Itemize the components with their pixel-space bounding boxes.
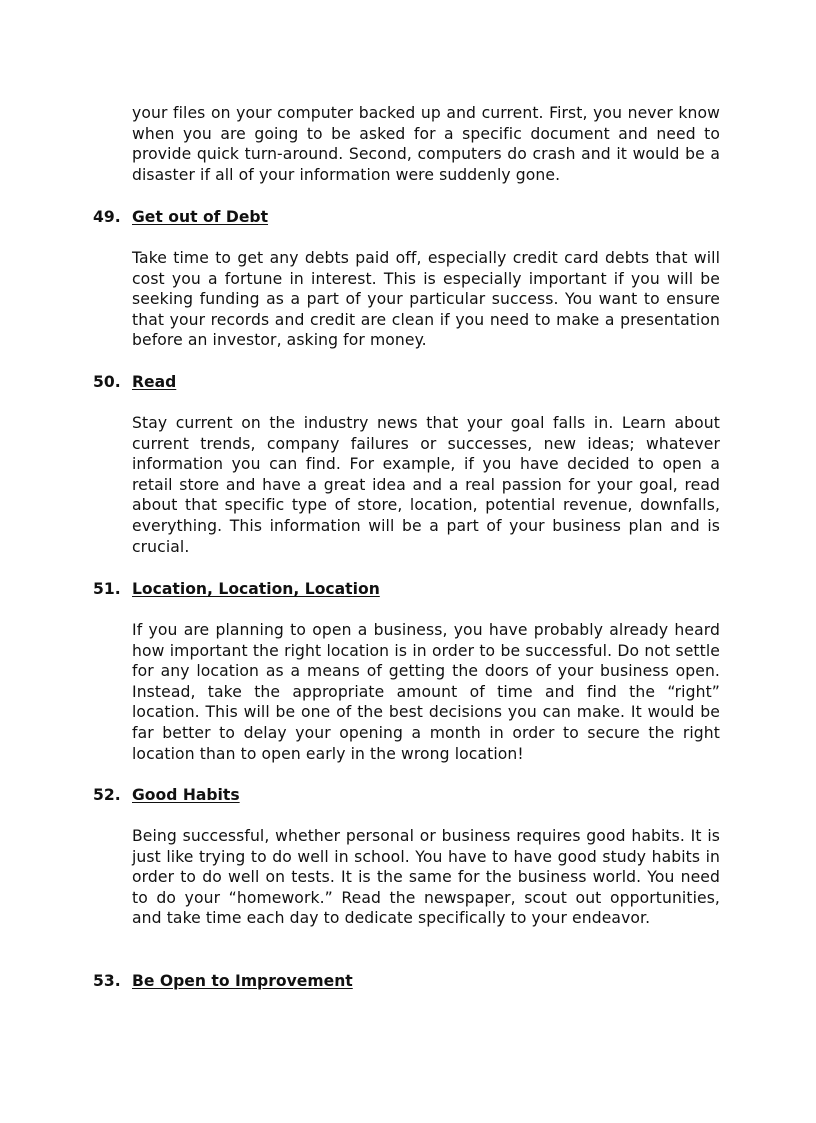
section-title: Good Habits xyxy=(132,786,240,804)
intro-paragraph: your files on your computer backed up and current. First, you never know when you are going to be asked for a specific document and need to provide quick turn-around. Second, computers do crash and it would be a disaster if all of your information were suddenly gone. xyxy=(132,104,720,184)
section-number: 52. xyxy=(93,786,121,804)
section-number: 51. xyxy=(93,580,121,598)
section-title: Be Open to Improvement xyxy=(132,972,353,990)
section-number: 49. xyxy=(93,208,121,226)
section-body-51: If you are planning to open a business, you have probably already heard how important the right location is in order to be successful. Do not settle for any location as a means of getting the doors of your business open. Instead, take the appropriate amount of time and find the “right” location. This will be one of the best decisions you can make. It would be far better to delay your opening a month in order to secure the right location than to open early in the wrong location! xyxy=(132,621,720,763)
section-heading-52 xyxy=(93,785,240,805)
section-title: Get out of Debt xyxy=(132,208,269,226)
section-heading-53 xyxy=(93,971,353,991)
section-body-50: Stay current on the industry news that your goal falls in. Learn about current trends, company failures or successes, new ideas; whatever information you can find. For example, if you have decided to open a retail store and have a great idea and a real passion for your goal, read about that specific type of store, location, potential revenue, downfalls, everything. This information will be a part of your business plan and is crucial. xyxy=(132,414,720,556)
section-heading-51 xyxy=(93,579,380,599)
section-body-52: Being successful, whether personal or business requires good habits. It is just like trying to do well in school. You have to have good study habits in order to do well on tests. It is the same for the business world. You need to do your “homework.” Read the newspaper, scout out opportunities, and take time each day to dedicate specifically to your endeavor. xyxy=(132,827,720,928)
section-title: Location, Location, Location xyxy=(132,580,380,598)
section-heading-49 xyxy=(93,207,268,227)
section-heading-50 xyxy=(93,372,176,392)
section-number: 50. xyxy=(93,373,121,391)
section-title: Read xyxy=(132,373,177,391)
section-body-49: Take time to get any debts paid off, especially credit card debts that will cost you a fortune in interest. This is especially important if you will be seeking funding as a part of your particular success. You want to ensure that your records and credit are clean if you need to make a presentation before an investor, asking for money. xyxy=(132,249,720,350)
section-number: 53. xyxy=(93,972,121,990)
